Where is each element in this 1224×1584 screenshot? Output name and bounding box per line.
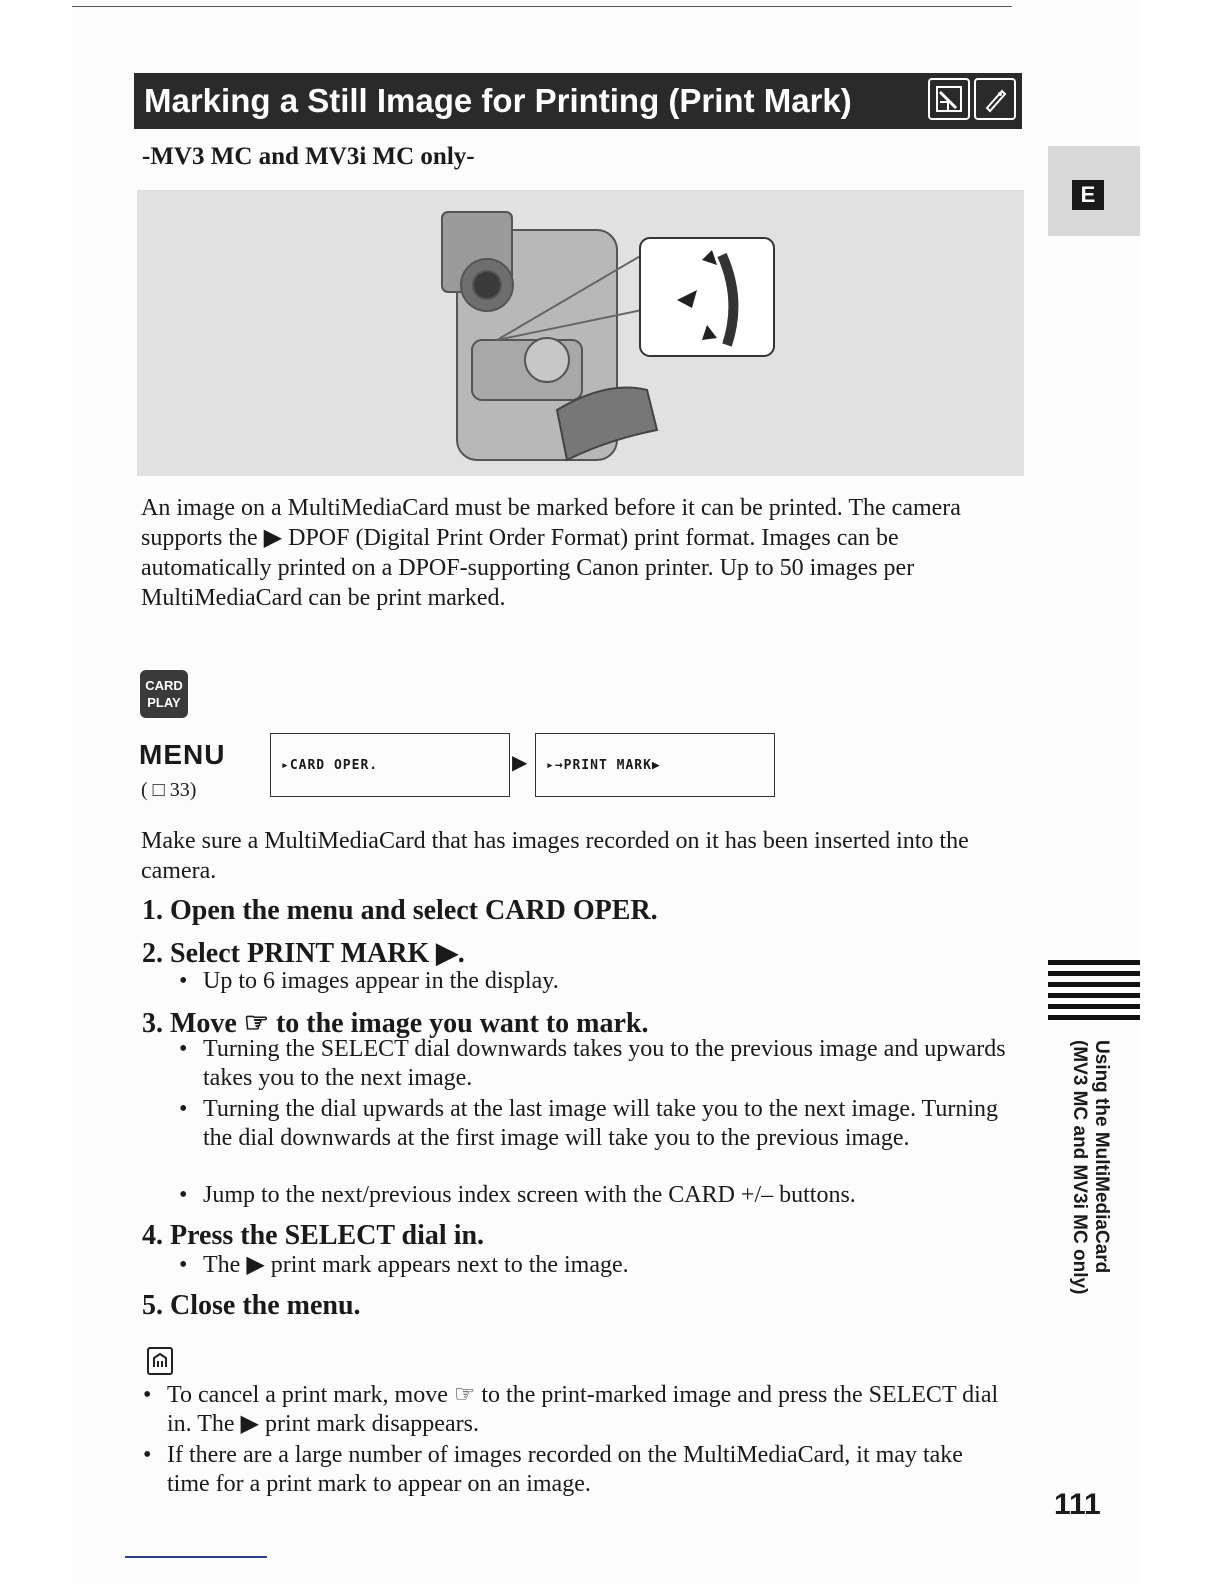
bullet-text: Up to 6 images appear in the display. [203, 968, 559, 994]
step-number: 2. [142, 938, 163, 969]
intro-paragraph: An image on a MultiMediaCard must be marked before it can be printed. The camera supports the ▶ DPOF (Digital Print Order Format) print format. Images can be automatically printed on a DPOF-supporting Canon printer. Up to 50 images per MultiMediaCard can be print marked. [141, 495, 961, 611]
prereq-paragraph: Make sure a MultiMediaCard that has images recorded on it has been inserted into the camera. [141, 828, 969, 884]
step-2-bullet-1: • Up to 6 images appear in the display. [179, 968, 559, 994]
memo-icon [147, 1347, 173, 1375]
step-text: Move ☞ to the image you want to mark. [170, 1008, 649, 1039]
step-number: 5. [142, 1290, 163, 1321]
bullet-text: Turning the dial upwards at the last image will take you to the next image. Turning the dial downwards at the first image will take you to the previous image. [203, 1096, 999, 1151]
section-index-marks [1048, 960, 1140, 1026]
step-3-bullet-2: • Turning the dial upwards at the last image will take you to the next image. Turning the dial downwards at the first image will take you to the previous image. [179, 1096, 999, 1151]
step-3-bullet-1: • Turning the SELECT dial downwards takes you to the previous image and upwards takes you to the next image. [179, 1036, 1006, 1091]
step-4 [142, 1220, 484, 1252]
note-1: • To cancel a print mark, move ☞ to the print-marked image and press the SELECT dial in. The ▶ print mark disappears. [143, 1382, 999, 1437]
menu-card-oper-box: ▸CARD OPER. [270, 733, 510, 797]
language-tab [1048, 146, 1140, 236]
step-number: 3. [142, 1008, 163, 1039]
page-number: 111 [1054, 1488, 1101, 1521]
top-rule [72, 6, 1012, 7]
page-title: Marking a Still Image for Printing (Print Mark) [144, 82, 852, 119]
step-text: Select PRINT MARK ▶. [170, 938, 465, 969]
page-title-bar [134, 73, 1022, 129]
pen-icon [974, 78, 1016, 120]
mode-badge-line1: CARD [145, 678, 183, 693]
bullet-text: Jump to the next/previous index screen with the CARD +/– buttons. [203, 1182, 856, 1208]
section-side-label [1069, 1040, 1118, 1300]
mode-badge-line2: PLAY [147, 695, 181, 710]
camcorder-illustration [137, 190, 1024, 476]
step-5 [142, 1290, 361, 1322]
model-note: -MV3 MC and MV3i MC only- [142, 143, 475, 170]
step-text: Open the menu and select CARD OPER. [170, 895, 658, 926]
step-2 [142, 936, 465, 970]
step-4-bullet-1: • The ▶ print mark appears next to the image. [179, 1252, 629, 1278]
menu-label: MENU [139, 739, 226, 770]
bullet-text: Turning the SELECT dial downwards takes you to the previous image and upwards takes you to the next image. [203, 1036, 1006, 1091]
section-side-label-line1: Using the MultiMediaCard [1091, 1040, 1112, 1274]
menu-print-mark-box: ▸→PRINT MARK▶ [535, 733, 775, 797]
step-1 [142, 895, 658, 927]
step-number: 1. [142, 895, 163, 926]
menu-arrow-icon: ▶ [512, 750, 528, 774]
step-text: Close the menu. [170, 1290, 361, 1321]
note-text: To cancel a print mark, move ☞ to the print-marked image and press the SELECT dial in. The ▶ print mark disappears. [167, 1382, 999, 1437]
menu-page-reference: ( □ 33) [141, 779, 197, 801]
bullet-text: The ▶ print mark appears next to the image. [203, 1252, 629, 1278]
card-play-mode-icon [140, 670, 188, 718]
dial-callout [640, 238, 774, 356]
note-2: • If there are a large number of images recorded on the MultiMediaCard, it may take time for a print mark to appear on an image. [143, 1442, 963, 1497]
step-number: 4. [142, 1220, 163, 1251]
note-text: If there are a large number of images recorded on the MultiMediaCard, it may take time for a print mark to appear on an image. [167, 1442, 963, 1497]
step-3-bullet-3: • Jump to the next/previous index screen with the CARD +/– buttons. [179, 1182, 856, 1208]
language-tab-letter: E [1072, 180, 1104, 210]
print-mark-icon [928, 78, 970, 120]
bottom-rule [125, 1556, 267, 1558]
section-side-label-line2: (MV3 MC and MV3i MC only) [1069, 1040, 1090, 1295]
step-text: Press the SELECT dial in. [170, 1220, 485, 1251]
